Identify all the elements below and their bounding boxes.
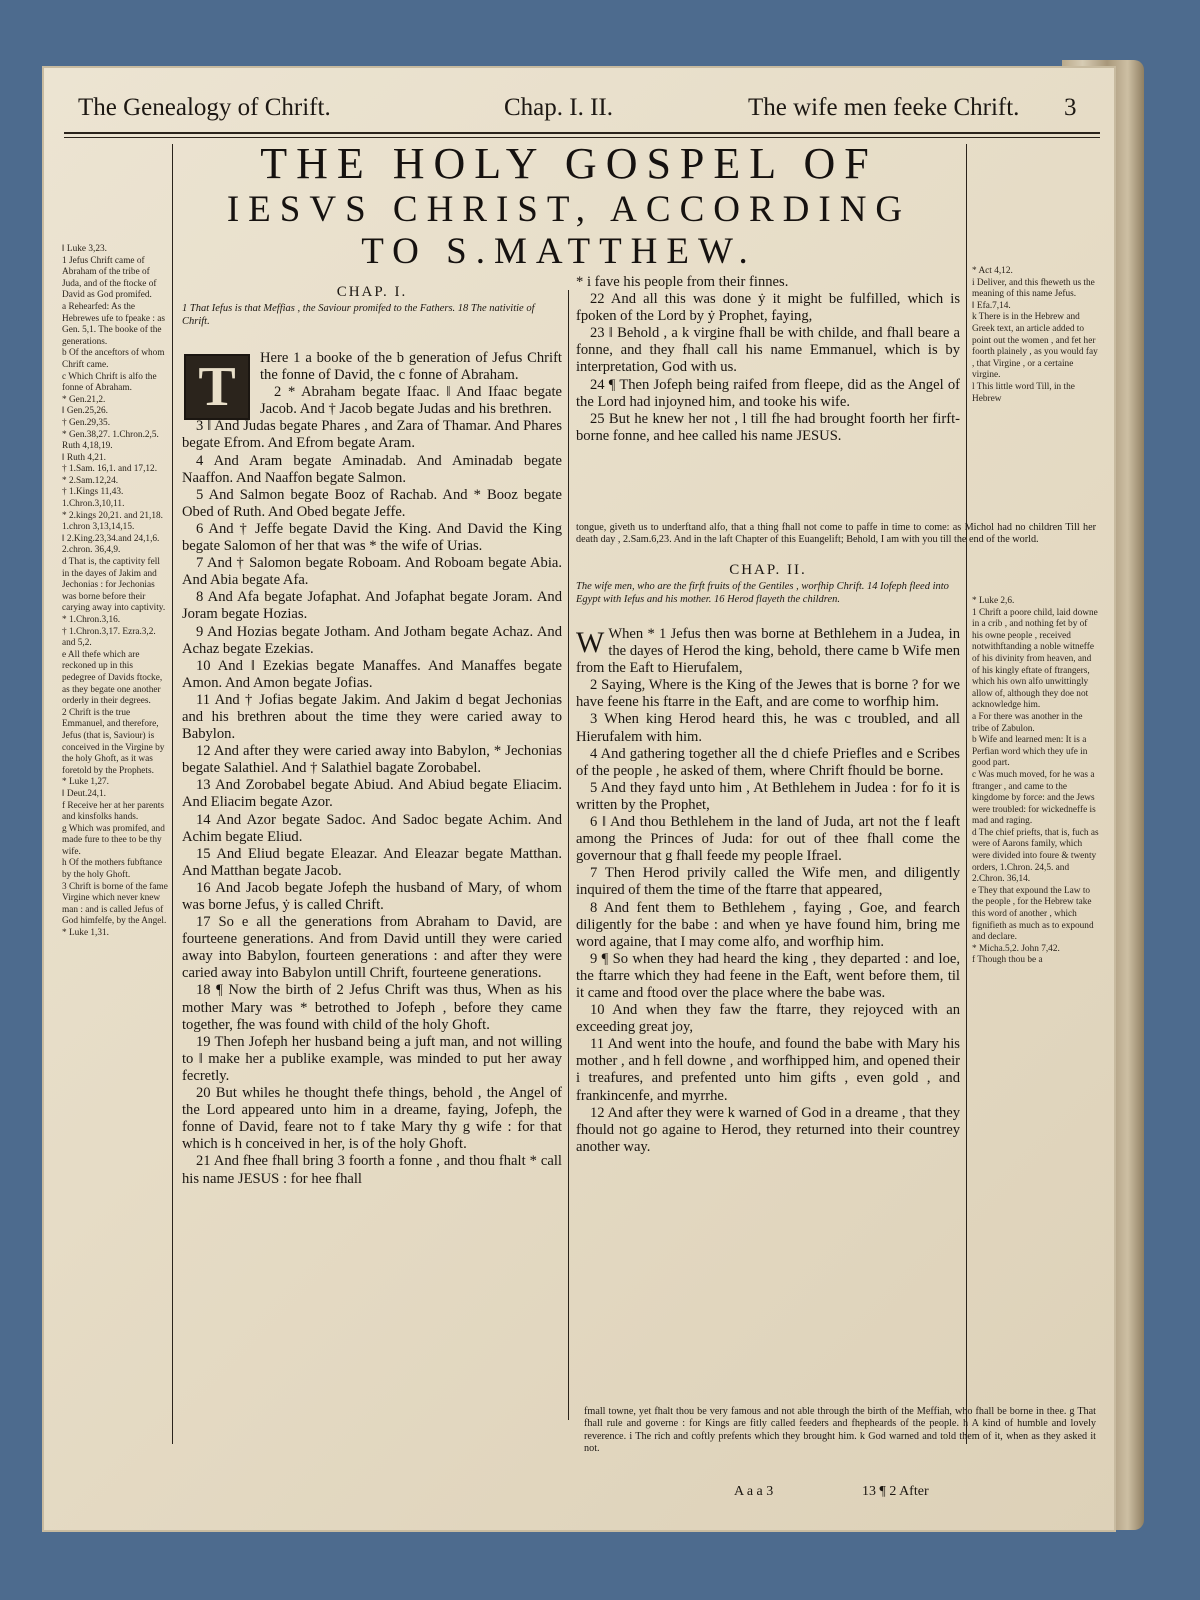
chapter-1-continued [576, 274, 960, 445]
verse: 10 And when they faw the ftarre, they rejoyced with an exceeding great joy, [576, 1002, 960, 1036]
verse: 7 Then Herod privily called the Wife men, and diligently inquired of them the time of the ftarre that appeared, [576, 865, 960, 899]
chapter-2-summary: The wife men, who are the firft fruits of the Gentiles , worfhip Chrift. 14 Iofeph fleed into Egypt with Iefus and his mother. 16 Herod flayeth the children. [576, 581, 949, 605]
margin-note: b Of the anceftors of whom Chrift came. [62, 348, 165, 370]
verse: 7 And † Salomon begate Roboam. And Roboam begate Abia. And Abia begate Afa. [182, 555, 562, 589]
running-head-left: The Genealogy of Chrift. [78, 94, 331, 121]
margin-note: i Deliver, and this fheweth us the meaning of this name Jefus. [972, 277, 1095, 300]
margin-note: † 1.Kings 11,43. 1.Chron.3,10,11. [62, 487, 125, 510]
margin-note: * 2.Sam.12,24. [62, 475, 119, 486]
margin-note: c Was much moved, for he was a ftranger , and came to the kingdome by force: and the Jews were troubled: for wickedneffe is mad and raging. [972, 769, 1096, 827]
margin-note: k There is in the Hebrew and Greek text, an article added to point out the women , and fet her foorth plainely , as you would fay , that Virgine , or a certaine virgine. [972, 312, 1098, 381]
catchword: 13 ¶ 2 After [862, 1484, 929, 1499]
margin-note: d The chief priefts, that is, fuch as were of Aarons family, which were divided into foure & twenty orders, 1.Chron. 24,5. and 2.Chron. 36,14. [972, 827, 1099, 885]
verse: 18 ¶ Now the birth of 2 Jefus Chrift was thus, When as his mother Mary was * betrothed to Jofeph , before they came together, fhe was found with child of the holy Ghoft. [182, 982, 562, 1033]
chapter-1-text [182, 350, 562, 1188]
margin-note: b Wife and learned men: It is a Perfian word which they ufe in good part. [972, 735, 1088, 769]
verse: 3 When king Herod heard this, he was c troubled, and all Hierufalem with him. [576, 711, 960, 745]
right-margin-notes-bottom [972, 596, 1100, 967]
margin-note: ‖ Deut.24,1. [62, 788, 106, 799]
verse: 23 ‖ Behold , a k virgine fhall be with childe, and fhall beare a fonne, and they fhall call his name Emmanuel, which is by interpretation, God with us. [576, 325, 960, 376]
verse: 8 And Afa begate Jofaphat. And Jofaphat begate Joram. And Joram begate Hozias. [182, 589, 562, 623]
margin-note: a For there was another in the tribe of Zabulon. [972, 711, 1083, 734]
verse-1: Here 1 a booke of the b generation of Jefus Chrift the fonne of David, the c fonne of Abraham. [260, 350, 562, 384]
verse-1-text: When * 1 Jefus then was borne at Bethlehem in a Judea, in the dayes of Herod the king, behold, there came b Wife men from the Eaft to Hierufalem, [576, 626, 960, 677]
verse: 11 And went into the houfe, and found the babe with Mary his mother , and h fell downe , and worfhipped him, and opened their i treafures, and prefented unto him gifts , even gold , and frankincenfe, and myrrhe. [576, 1036, 960, 1104]
initial-letter: T [198, 356, 236, 418]
verse: 25 But he knew her not , l till fhe had brought foorth her firft-borne fonne, and hee called his name JESUS. [576, 410, 960, 444]
verse: * i fave his people from their finnes. [576, 274, 789, 290]
margin-note: ‖ Ruth 4,21. [62, 452, 106, 463]
verse: 5 And they fayd unto him , At Bethlehem in Judea : for fo it is written by the Prophet, [576, 779, 960, 813]
verse: 8 And fent them to Bethlehem , faying , Goe, and fearch diligently for the babe : and when ye have found him, bring me word againe, that I may come alfo, and worfhip him. [576, 899, 960, 950]
verse: 9 ¶ So when they had heard the king , they departed : and loe, the ftarre which they had feene in the Eaft, went before them, til it came and ftood over the place where the babe was. [576, 950, 960, 1001]
verse: 13 And Zorobabel begate Abiud. And Abiud begate Eliacim. And Eliacim begate Azor. [182, 777, 562, 811]
verse: 14 And Azor begate Sadoc. And Sadoc begate Achim. And Achim begate Eliud. [182, 811, 562, 845]
margin-note: e All thefe which are reckoned up in this pedegree of Davids ftocke, as they begate one another orderly in their degrees. [62, 649, 163, 707]
verse: 10 And ‖ Ezekias begate Manaffes. And Manaffes begate Amon. And Amon begate Jofias. [182, 657, 562, 691]
chapter-2-heading: CHAP. II. [729, 562, 807, 578]
margin-note: h Of the mothers fubftance by the holy Ghoft. [62, 858, 163, 881]
margin-note: * 1.Chron.3,16. [62, 615, 121, 625]
column-divider [568, 290, 569, 1420]
margin-note: ‖ 2.King.23,34.and 24,1,6. 2.chron. 36,4,9. [62, 533, 160, 556]
title-line-2: IESVS CHRIST, ACCORDING [226, 189, 912, 230]
signature-mark: A a a 3 [734, 1484, 774, 1499]
margin-note: 1 Jefus Chrift came of Abraham of the tribe of Juda, and of the ftocke of David as God promifed. [62, 255, 157, 301]
verse: 22 And all this was done ẏ it might be fulfilled, which is fpoken of the Lord by ẏ Prophet, faying, [576, 291, 960, 325]
verse: 4 And gathering together all the d chiefe Priefles and e Scribes of the people , he asked of them, where Chrift fhould be borne. [576, 745, 960, 779]
margin-note: g Which was promifed, and made fure to thee to be thy wife. [62, 823, 165, 857]
margin-note: * Luke 1,27. [62, 777, 109, 788]
margin-note: d That is, the captivity fell in the dayes of Jakim and Jechonias : for Jechonias was borne before their carying away into captivity. [62, 557, 166, 614]
margin-note: * Gen.21,2. [62, 394, 106, 405]
footnote-bottom: fmall towne, yet fhalt thou be very famous and not able through the birth of the Meffiah, who fhall be borne in thee. g That fhall rule and governe : for Kings are fitly called feeders and fhepheards of the people. h A kind of humble and lovely reverence. i The rich and coftly prefents which they brought him. k God warned and told them of it, when as they asked it not. [584, 1406, 1096, 1455]
margin-note: 2 Chrift is the true Emmanuel, and therefore, Jefus (that is, Saviour) is conceived in the Virgine by the holy Ghoft, as it was foretold by the Prophets. [62, 707, 165, 776]
book-page [42, 66, 1116, 1532]
margin-note: a Rehearfed: As the Hebrewes ufe to fpeake : as Gen. 5,1. The booke of the generations. [62, 301, 165, 347]
chapter-1-summary: 1 That Iefus is that Meffias , the Saviour promifed to the Fathers. 18 The nativitie of Chrift. [182, 303, 535, 327]
margin-note: 3 Chrift is borne of the fame Virgine which never knew man : and is called Jefus of God himfelfe, by the Angel. [62, 881, 168, 927]
verse: 17 So e all the generations from Abraham to David, are fourteene generations. And from David untill they were caried away into Babylon, fourteen generations : and after they were caried away into Babylon untill Chrift, fourteene generations. [182, 914, 562, 982]
verse: 5 And Salmon begate Booz of Rachab. And * Booz begate Obed of Ruth. And Obed begate Jeffe. [182, 486, 562, 520]
verse: 12 And after they were k warned of God in a dreame , that they fhould not go againe to Herod, they returned into their countrey another way. [576, 1104, 960, 1155]
verse: 12 And after they were caried away into Babylon, * Jechonias begate Salathiel. And † Salathiel bagate Zorobabel. [182, 743, 562, 777]
running-head-right: The wife men feeke Chrift. [748, 94, 1020, 121]
verse: 24 ¶ Then Jofeph being raifed from fleepe, did as the Angel of the Lord had injoyned him, and tooke his wife. [576, 376, 960, 410]
page-number: 3 [1064, 94, 1077, 121]
margin-note: * Luke 2,6. [972, 596, 1015, 606]
margin-note: f Though thou be a [972, 955, 1043, 966]
margin-note: ‖ Gen.25,26. [62, 406, 108, 417]
title-line-1: THE HOLY GOSPEL OF [260, 139, 878, 188]
right-frame-rule [966, 144, 967, 1444]
title-line-3: TO S.MATTHEW. [361, 231, 757, 272]
margin-note: f Receive her at her parents and kinsfolks hands. [62, 800, 164, 823]
chapter-2-text [576, 626, 960, 1156]
margin-note: † Gen.29,35. [62, 417, 111, 428]
margin-note: † 1.Chron.3,17. Ezra.3,2. and 5,2. [62, 626, 156, 649]
left-margin-notes [62, 244, 168, 940]
margin-note: ‖ Efa.7,14. [972, 300, 1011, 311]
margin-note: ‖ Luke 3,23. [62, 244, 107, 254]
verse: 2 Saying, Where is the King of the Jewes that is borne ? for we have feene his ftarre in the Eaft, and are come to worfhip him. [576, 677, 960, 711]
margin-note: l This little word Till, in the Hebrew [972, 381, 1075, 404]
right-margin-notes-top [972, 266, 1100, 405]
verse: 6 ‖ And thou Bethlehem in the land of Juda, art not the f leaft among the Princes of Juda: for out of thee fhall come the governour that g fhall feede my people Ifrael. [576, 814, 960, 865]
margin-note: * 2.kings 20,21. and 21,18. 1.chron 3,13,14,15. [62, 510, 163, 533]
margin-note: * Micha.5,2. John 7,42. [972, 943, 1060, 954]
margin-note: c Which Chrift is alfo the fonne of Abraham. [62, 371, 157, 394]
verse: 6 And † Jeffe begate David the King. And David the King begate Salomon of her that was * the wife of Urias. [182, 520, 562, 555]
running-head-center: Chap. I. II. [504, 94, 613, 121]
initial-letter-w: W [576, 626, 605, 659]
margin-note: e They that expound the Law to the people , for the Hebrew take this word of another , which fignifieth as much as to expound and declare. [972, 885, 1094, 943]
footnote-wide: tongue, giveth us to underftand alfo, that a thing fhall not come to paffe in time to come: as Michol had no children Till her death day , 2.Sam.6,23. And in the laft Chapter of this Euangelift; Behold, I am with you till the end of the world. [576, 522, 1096, 546]
verse-2: 2 * Abraham begate Ifaac. ‖ And Ifaac begate Jacob. And † Jacob begate Judas and his brethren. [260, 384, 562, 418]
margin-note: 1 Chrift a poore child, laid downe in a crib , and nothing fet by of his owne people , received notwithftanding a noble witneffe of his divinity from heaven, and of his kingly eftate of ftrangers, which his own alfo unwittingly allow of, although they doe not acknowledge him. [972, 607, 1098, 711]
verse: 15 And Eliud begate Eleazar. And Eleazar begate Matthan. And Matthan begate Jacob. [182, 845, 562, 879]
verse: 11 And † Jofias begate Jakim. And Jakim d begat Jechonias and his brethren about the time they were caried away to Babylon. [182, 691, 562, 743]
verse: 20 But whiles he thought thefe things, behold , the Angel of the Lord appeared unto him in a dreame, faying, Jofeph, the fonne of David, feare not to f take Mary thy g wife : for that which is h conceived in her, is of the holy Ghoft. [182, 1085, 562, 1153]
verse: 3 ‖ And Judas begate Phares , and Zara of Thamar. And Phares begate Efrom. And Efrom begate Aram. [182, 418, 562, 452]
verse: 16 And Jacob begate Jofeph the husband of Mary, of whom was borne Jefus, ẏ is called Chrift. [182, 879, 562, 913]
verse: 4 And Aram begate Aminadab. And Aminadab begate Naaffon. And Naaffon begate Salmon. [182, 452, 562, 486]
verse: 21 And fhee fhall bring 3 foorth a fonne , and thou fhalt * call his name JESUS : for hee fhall [182, 1153, 562, 1187]
chapter-1-heading: CHAP. I. [336, 284, 408, 300]
margin-note: * Act 4,12. [972, 266, 1013, 276]
left-frame-rule [172, 144, 173, 1444]
verse: 9 And Hozias begate Jotham. And Jotham begate Achaz. And Achaz begate Ezekias. [182, 623, 562, 657]
head-rule [64, 132, 1100, 134]
margin-note: * Luke 1,31. [62, 928, 109, 939]
margin-note: * Gen.38,27. 1.Chron.2,5. Ruth 4,18,19. [62, 429, 159, 452]
verse: 19 Then Jofeph her husband being a juft man, and not willing to ‖ make her a publike example, was minded to put her away fecretly. [182, 1033, 562, 1084]
verse-1 [576, 626, 960, 677]
margin-note: † 1.Sam. 16,1. and 17,12. [62, 464, 158, 475]
